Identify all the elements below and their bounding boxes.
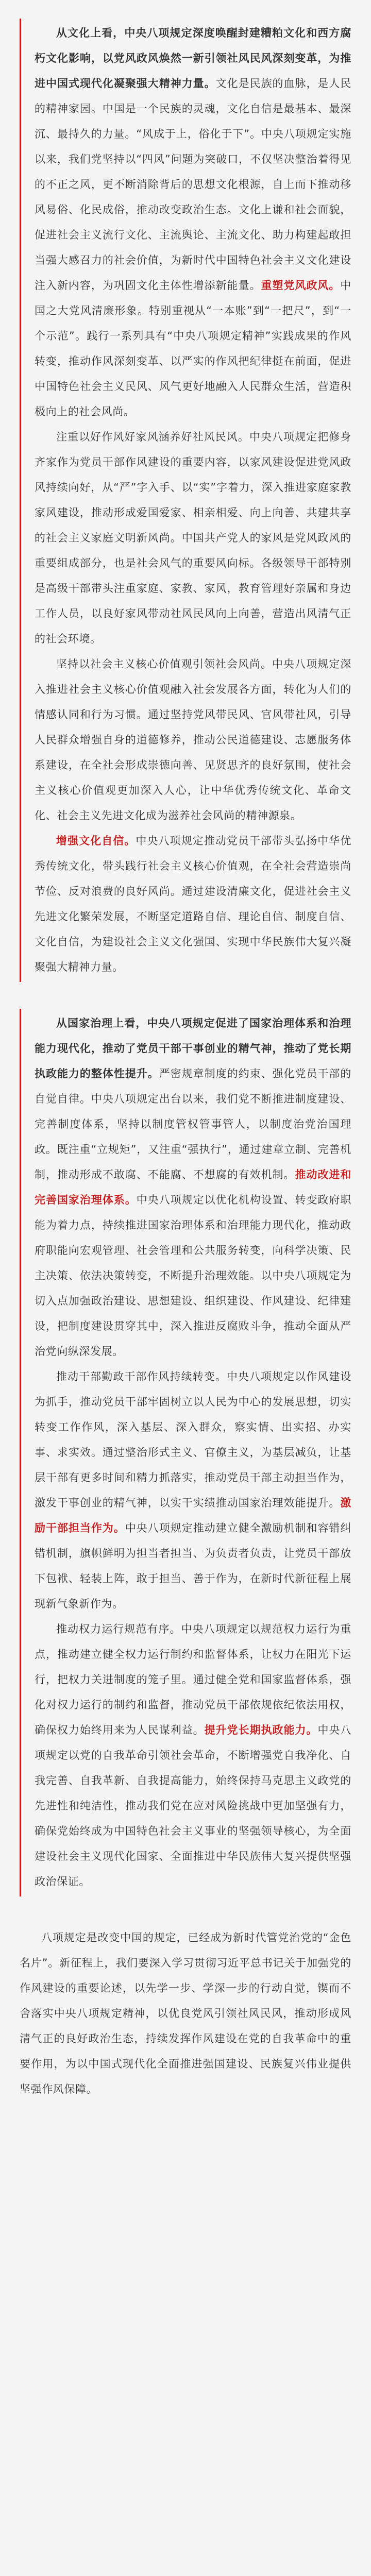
paragraph — [35, 21, 351, 425]
paragraph-text: 中央八项规定推动建立健全激励机制和容错纠错机制，旗帜鲜明为担当者担当、为负责者负责，让党员干部放下包袱、轻装上阵，敢于担当、善于作为，在新时代新征程上展现新气象新作为。 — [35, 1522, 351, 1610]
highlight-text: 增强文化自信。 — [56, 835, 136, 847]
paragraph-text: 中央八项规定以优化机构设置、转变政府职能为着力点，持续推进国家治理体系和治理能力现代化，推动政府职能向宏观管理、社会管理和公共服务转变，向科学决策、民主决策、依法决策转变，不断提升治理效能。以中央八项规定为切入点加强政治建设、思想建设、组织建设、作风建设、纪律建设，把制度建设贯穿其中，深入推进反腐败斗争，推动全面从严治党向纵深发展。 — [35, 1194, 351, 1358]
highlight-text: 推动改进和完善国家治理体系。 — [35, 1168, 351, 1206]
paragraph-text: 中央八项规定推动党员干部带头弘扬中华优秀传统文化，带头践行社会主义核心价值观，在全社会营造崇尚节俭、反对浪费的良好风尚。通过建设清廉文化，促进社会主义先进文化繁荣发展，不断坚定道路自信、理论自信、制度自信、文化自信，为建设社会主义文化强国、实现中华民族伟大复兴凝聚强大精神力量。 — [35, 835, 351, 973]
paragraph — [20, 1925, 351, 2102]
article-conclusion — [20, 1923, 351, 2104]
highlight-text: 激励干部担当作为。 — [35, 1497, 351, 1534]
article-section-governance — [20, 1009, 351, 1896]
paragraph-text: 文化是民族的血脉，是人民的精神家园。中国是一个民族的灵魂，文化自信是最基本、最深沉、最持久的力量。“风成于上，俗化于下”。中央八项规定实施以来，我们党坚持以“四风”问题为突破口，不仅坚决整治着得见的不正之风，更不断消除背后的思想文化根源，自上而下推动移风易俗、化民成俗，推动改变政治生态。文化上谦和社会面貌，促进社会主义流行文化、主流舆论、主流文化、助力构建起敢担当强大感召力的社会价值，为新时代中国特色社会主义文化建设注入新内容，为巩固文化主体性增添新能量。 — [35, 77, 351, 292]
paragraph-text: 推动干部勤政干部作风持续转变。中央八项规定以作风建设为抓手，推动党员干部牢固树立以人民为中心的发展思想，切实转变工作作风，深入基层、深入群众，察实情、出实招、办实事、求实效。通过整治形式主义、官僚主义，为基层减负，让基层干部有更多时间和精力抓落实，推动党员干部主动担当作为，激发干事创业的精气神，以实干实绩推动国家治理效能提升。 — [35, 1370, 351, 1509]
section-lead: 从文化上看，中央八项规定深度唤醒封建糟粕文化和西方腐朽文化影响，以党风政风焕然一新引领社风民风深刻变革，为推进中国式现代化凝聚强大精神力量。 — [35, 27, 351, 90]
paragraph-text: 中央八项规定以党的自我革命引领社会革命，不断增强党自我净化、自我完善、自我革新、自我提高能力，始终保持马克思主义政党的先进性和纯洁性，推动我们党在应对风险挑战中更加坚强有力，确保党始终成为中国特色社会主义事业的坚强领导核心，为全面建设社会主义现代化国家、全面推进中华民族伟大复兴提供坚强政治保证。 — [35, 1724, 352, 1888]
paragraph-text: 严密规章制度的约束、强化党员干部的自觉自律。中央八项规定出台以来，我们党不断推进制度建设、完善制度体系，坚持以制度管权管事管人，以制度治党治国理政。既注重“立规矩”，又注重“强执行”，通过建章立制、完善机制，推动形成不敢腐、不能腐、不想腐的有效机制。 — [35, 1067, 351, 1181]
paragraph-text: 中国之大党风清廉形象。特别重视从“一本账”到“一把尺”，到“一个示范”。践行一系列具有“中央八项规定精神”实践成果的作风转变，推动作风深刻变革、以严实的作风把纪律挺在前面，促进中国特色社会主义民风、风气更好地融入人民群众生活，营造积极向上的社会风尚。 — [35, 279, 351, 418]
paragraph — [35, 1617, 351, 1894]
paragraph-text: 推动权力运行规范有序。中央八项规定以规范权力运行为重点，推动建立健全权力运行制约和监督体系，让权力在阳光下运行，把权力关进制度的笼子里。通过健全党和国家监督体系，强化对权力运行的制约和监督，推动党员干部依规依纪依法用权，确保权力始终用来为人民谋利益。 — [35, 1623, 351, 1736]
paragraph — [35, 425, 351, 652]
paragraph-text: 坚持以社会主义核心价值观引领社会风尚。中央八项规定深入推进社会主义核心价值观融入社会发展各方面，转化为人们的情感认同和行为习惯。通过坚持党风带民风、官风带社风，引导人民群众增强自身的道德修养，推动公民道德建设、志愿服务体系建设，在全社会形成崇德向善、见贤思齐的良好氛围，使社会主义核心价值观更加深入人心，让中华优秀传统文化、革命文化、社会主义先进文化成为滋养社会风尚的精神源泉。 — [35, 658, 351, 822]
article-section-culture — [20, 19, 351, 982]
paragraph-text: 注重以好作风好家风涵养好社风民风。中央八项规定把修身齐家作为党员干部作风建设的重要内容，以家风建设促进党风政风持续向好，从“严”字入手、以“实”字着力，深入推进家庭家教家风建设，推动形成爱国爱家、相亲相爱、向上向善、共建共享的社会主义家庭文明新风尚。中国共产党人的家风是党风政风的重要组成部分，也是社会风气的重要风向标。各级领导干部特别是高级干部带头注重家庭、家教、家风，教育管理好亲属和身边工作人员，以良好家风带动社风民风向上向善，营造出风清气正的社会环境。 — [35, 431, 351, 645]
highlight-text: 重塑党风政风。 — [261, 279, 341, 292]
highlight-text: 提升党长期执政能力。 — [204, 1724, 318, 1736]
paragraph — [35, 1011, 351, 1364]
paragraph-text: 八项规定是改变中国的规定，已经成为新时代管党治党的“金色名片”。新征程上，我们要深入学习贯彻习近平总书记关于加强党的作风建设的重要论述，以先学一步、学深一步的行动自觉，锲而不舍落实中央八项规定精神，以优良党风引领社风民风，推动形成风清气正的良好政治生态，持续发挥作风建设在党的自我革命中的重要作用，为以中国式现代化全面推进强国建设、民族复兴伟业提供坚强作风保障。 — [20, 1931, 351, 2095]
paragraph — [35, 1364, 351, 1617]
section-lead: 从国家治理上看，中央八项规定促进了国家治理体系和治理能力现代化，推动了党员干部干事创业的精气神，推动了党长期执政能力的整体性提升。 — [35, 1017, 351, 1080]
paragraph — [35, 652, 351, 828]
paragraph — [35, 828, 351, 980]
